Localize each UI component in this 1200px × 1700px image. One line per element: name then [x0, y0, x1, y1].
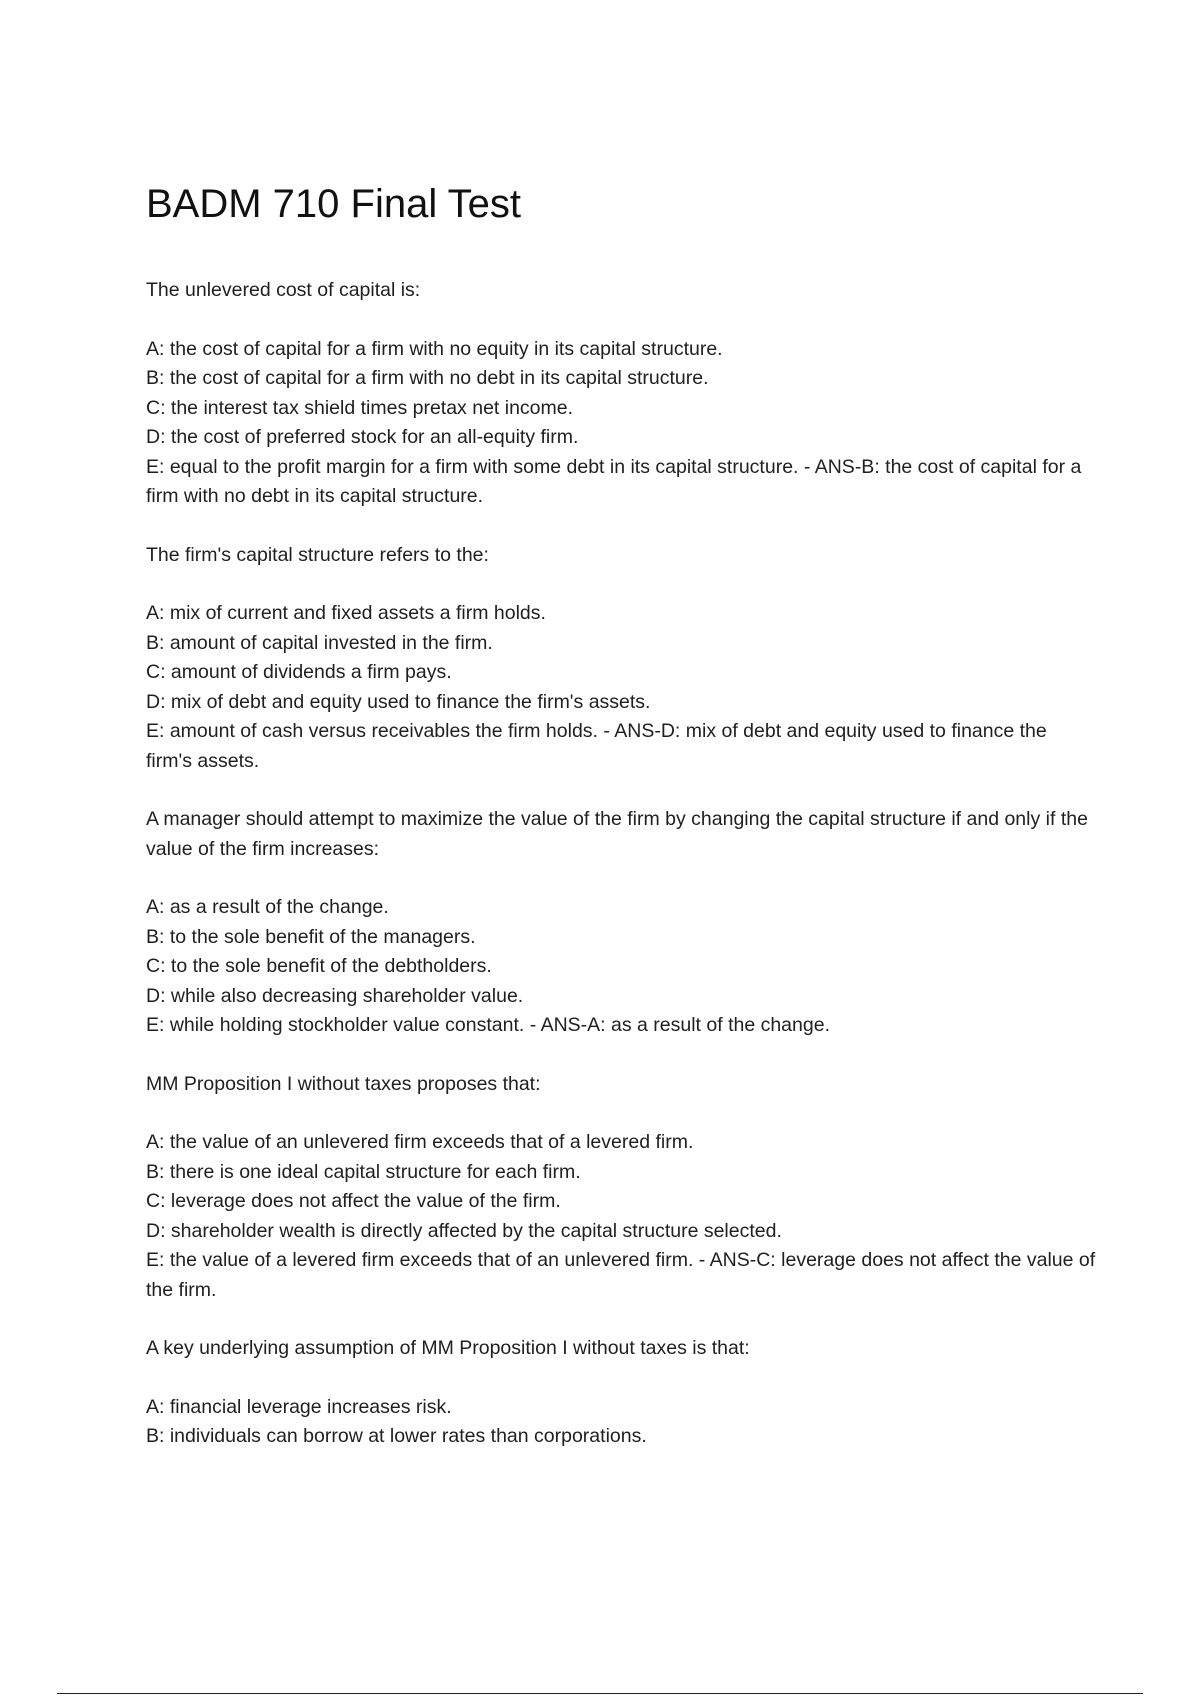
document-page: [146, 180, 1096, 1481]
answer-key: - ANS-B: the cost of capital for a firm with no debt in its capital structure.: [146, 456, 1081, 508]
answer-option: B: amount of capital invested in the firm.: [146, 631, 493, 654]
answer-option: D: while also decreasing shareholder value.: [146, 984, 524, 1007]
answer-option-with-key: [146, 1246, 1096, 1305]
answer-option-with-key: [146, 453, 1096, 512]
answer-option: C: to the sole benefit of the debtholders.: [146, 955, 492, 977]
answer-key: - ANS-C: leverage does not affect the value of the firm.: [146, 1249, 1095, 1301]
answer-option: B: the cost of capital for a firm with no debt in its capital structure.: [146, 367, 709, 389]
answer-option-text: E: the value of a levered firm exceeds that of an unlevered firm.: [146, 1249, 694, 1271]
answer-key: - ANS-D: mix of debt and equity used to finance the firm's assets.: [146, 720, 1047, 772]
answer-option: D: shareholder wealth is directly affected by the capital structure selected.: [146, 1219, 782, 1242]
answer-option: C: leverage does not affect the value of the firm.: [146, 1190, 561, 1212]
answer-option-text: E: while holding stockholder value constant.: [146, 1014, 525, 1036]
footer-divider: [57, 1693, 1143, 1694]
answer-option: A: mix of current and fixed assets a firm holds.: [146, 602, 546, 624]
answer-option: A: the value of an unlevered firm exceeds that of a levered firm.: [146, 1131, 694, 1153]
answer-key: - ANS-A: as a result of the change.: [524, 1014, 830, 1036]
question-prompt: The unlevered cost of capital is:: [146, 279, 421, 301]
question-5: [146, 1334, 1096, 1452]
answer-option: A: as a result of the change.: [146, 896, 389, 918]
answer-option-with-key: [146, 717, 1096, 776]
answer-option: A: financial leverage increases risk.: [146, 1395, 452, 1418]
answer-option: B: individuals can borrow at lower rates than corporations.: [146, 1425, 647, 1447]
question-prompt: A manager should attempt to maximize the value of the firm by changing the capital structure if and only if the value of the firm increases:: [146, 808, 1088, 860]
answer-option: B: there is one ideal capital structure for each firm.: [146, 1160, 581, 1183]
question-prompt: The firm's capital structure refers to the:: [146, 543, 489, 566]
answer-option: C: the interest tax shield times pretax net income.: [146, 396, 574, 419]
answer-option: C: amount of dividends a firm pays.: [146, 661, 452, 683]
question-4: [146, 1070, 1096, 1306]
answer-option: D: mix of debt and equity used to finance the firm's assets.: [146, 690, 651, 713]
answer-option: A: the cost of capital for a firm with no equity in its capital structure.: [146, 337, 723, 360]
question-2: [146, 541, 1096, 777]
question-prompt: MM Proposition I without taxes proposes that:: [146, 1072, 541, 1095]
question-3: [146, 805, 1096, 1041]
question-prompt: A key underlying assumption of MM Proposition I without taxes is that:: [146, 1337, 750, 1359]
question-1: [146, 276, 1096, 512]
answer-option-text: E: equal to the profit margin for a firm with some debt in its capital structure.: [146, 455, 799, 478]
answer-option-text: E: amount of cash versus receivables the firm holds.: [146, 720, 598, 742]
answer-option-with-key: [146, 1011, 1096, 1041]
document-title: BADM 710 Final Test: [146, 182, 521, 226]
answer-option: B: to the sole benefit of the managers.: [146, 925, 476, 948]
answer-option: D: the cost of preferred stock for an all-equity firm.: [146, 426, 579, 448]
